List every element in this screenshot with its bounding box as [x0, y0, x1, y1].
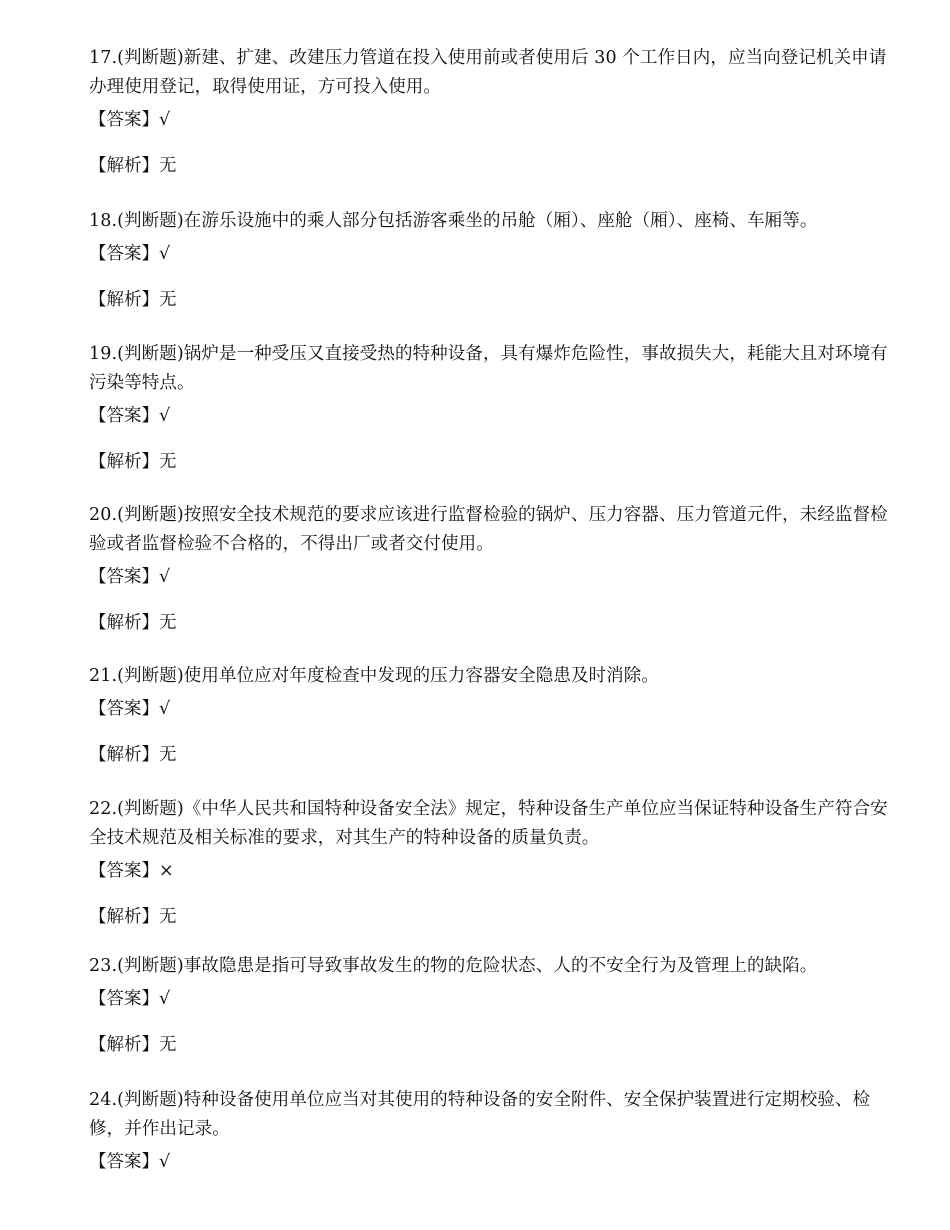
analysis-value: 无 — [159, 156, 177, 176]
document-page — [89, 0, 901, 1230]
answer-value: √ — [159, 1152, 171, 1172]
analysis-value: 无 — [159, 290, 177, 310]
question-item-18 — [89, 207, 901, 315]
question-text: 17.(判断题)新建、扩建、改建压力管道在投入使用前或者使用后 30 个工作日内，应当向登记机关申请办理使用登记，取得使用证，方可投入使用。 — [89, 48, 887, 97]
answer-value: √ — [159, 110, 171, 130]
analysis-label: 【解析】 — [89, 907, 159, 927]
question-text: 23.(判断题)事故隐患是指可导致事故发生的物的危险状态、人的不安全行为及管理上的缺陷。 — [89, 956, 818, 976]
answer-label: 【答案】 — [89, 244, 159, 264]
analysis-label: 【解析】 — [89, 290, 159, 310]
question-item-21 — [89, 662, 901, 770]
analysis-label: 【解析】 — [89, 613, 159, 633]
question-item-23 — [89, 952, 901, 1060]
answer-label: 【答案】 — [89, 567, 159, 587]
question-text: 22.(判断题)《中华人民共和国特种设备安全法》规定，特种设备生产单位应当保证特种设备生产符合安全技术规范及相关标准的要求，对其生产的特种设备的质量负责。 — [89, 799, 888, 848]
question-text: 20.(判断题)按照安全技术规范的要求应该进行监督检验的锅炉、压力容器、压力管道元件，未经监督检验或者监督检验不合格的，不得出厂或者交付使用。 — [89, 505, 888, 554]
answer-line — [89, 402, 901, 431]
question-text: 24.(判断题)特种设备使用单位应当对其使用的特种设备的安全附件、安全保护装置进行定期校验、检修，并作出记录。 — [89, 1090, 871, 1139]
analysis-line — [89, 1031, 901, 1060]
answer-value: √ — [159, 567, 171, 587]
question-item-22 — [89, 795, 901, 932]
analysis-line — [89, 152, 901, 181]
answer-label: 【答案】 — [89, 406, 159, 426]
answer-label: 【答案】 — [89, 989, 159, 1009]
question-item-17 — [89, 44, 901, 181]
question-item-19 — [89, 340, 901, 477]
analysis-label: 【解析】 — [89, 1035, 159, 1055]
analysis-line — [89, 741, 901, 770]
answer-value: √ — [159, 244, 171, 264]
analysis-value: 无 — [159, 1035, 177, 1055]
answer-line — [89, 1148, 901, 1177]
question-text: 21.(判断题)使用单位应对年度检查中发现的压力容器安全隐患及时消除。 — [89, 666, 659, 686]
answer-label: 【答案】 — [89, 861, 159, 881]
question-text: 18.(判断题)在游乐设施中的乘人部分包括游客乘坐的吊舱（厢）、座舱（厢）、座椅、车厢等。 — [89, 211, 818, 231]
answer-value: √ — [159, 699, 171, 719]
answer-line — [89, 985, 901, 1014]
answer-label: 【答案】 — [89, 110, 159, 130]
analysis-value: 无 — [159, 745, 177, 765]
analysis-label: 【解析】 — [89, 745, 159, 765]
analysis-label: 【解析】 — [89, 156, 159, 176]
question-item-20 — [89, 501, 901, 638]
analysis-value: 无 — [159, 907, 177, 927]
analysis-label: 【解析】 — [89, 452, 159, 472]
answer-label: 【答案】 — [89, 1152, 159, 1172]
answer-line — [89, 695, 901, 724]
answer-value: √ — [159, 406, 171, 426]
analysis-line — [89, 286, 901, 315]
question-item-24 — [89, 1086, 901, 1177]
analysis-line — [89, 609, 901, 638]
analysis-value: 无 — [159, 613, 177, 633]
answer-value: × — [159, 861, 174, 881]
answer-line — [89, 563, 901, 592]
analysis-value: 无 — [159, 452, 177, 472]
question-text: 19.(判断题)锅炉是一种受压又直接受热的特种设备，具有爆炸危险性，事故损失大，耗能大且对环境有污染等特点。 — [89, 344, 888, 393]
answer-line — [89, 857, 901, 886]
answer-line — [89, 240, 901, 269]
analysis-line — [89, 448, 901, 477]
analysis-line — [89, 903, 901, 932]
answer-value: √ — [159, 989, 171, 1009]
answer-label: 【答案】 — [89, 699, 159, 719]
answer-line — [89, 106, 901, 135]
